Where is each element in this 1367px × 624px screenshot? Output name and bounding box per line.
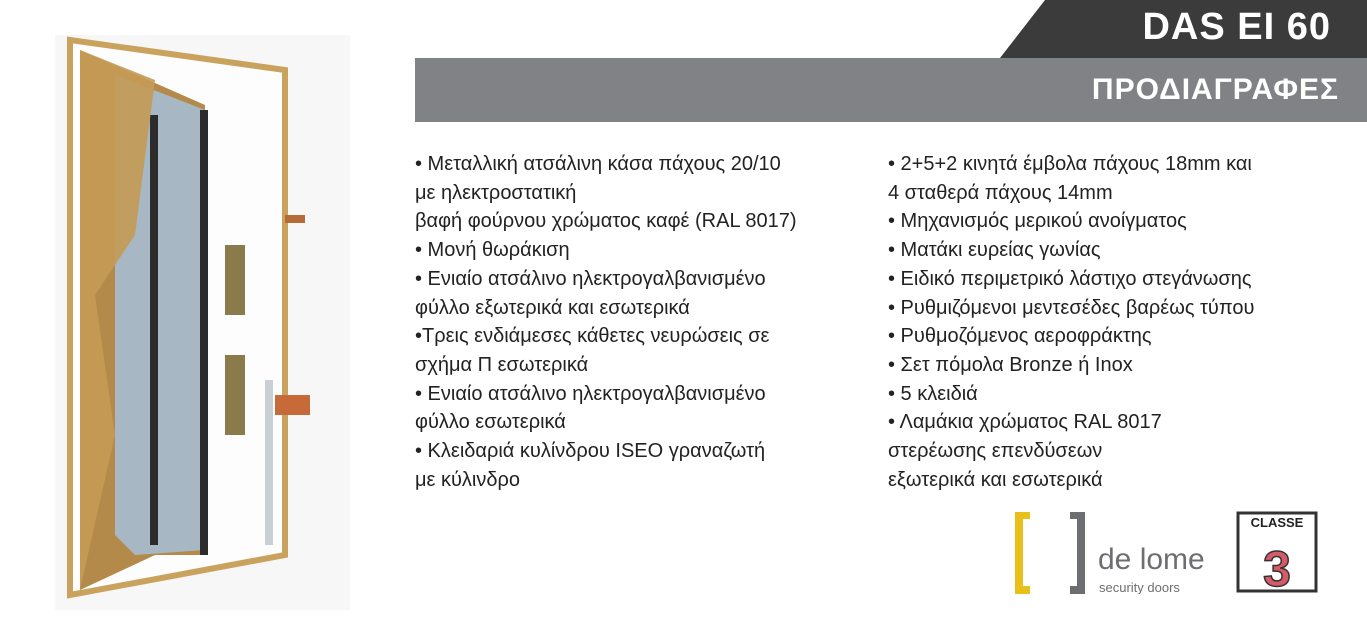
spec-line: με ηλεκτροστατική bbox=[415, 181, 577, 204]
spec-line: • Σετ πόμολα Bronze ή Inox bbox=[888, 353, 1133, 376]
spec-line: •Τρεις ενδιάμεσες κάθετες νευρώσεις σε bbox=[415, 325, 770, 348]
section-heading: ΠΡΟΔΙΑΓΡΑΦΕΣ bbox=[1091, 73, 1339, 106]
spec-line: • Λαμάκια χρώματος RAL 8017 bbox=[888, 411, 1162, 434]
spec-line: με κύλινδρο bbox=[415, 468, 521, 491]
specs-left-column bbox=[415, 150, 797, 494]
spec-line: • Μεταλλική ατσάλινη κάσα πάχους 20/10 bbox=[415, 153, 781, 175]
spec-line: • Ρυθμοζόμενος αεροφράκτης bbox=[888, 325, 1152, 348]
spec-line: στερέωσης επενδύσεων bbox=[888, 440, 1103, 463]
logo-brand: de lome bbox=[1098, 543, 1205, 576]
spec-line: βαφή φούρνου χρώματος καφέ (RAL 8017) bbox=[415, 210, 797, 233]
spec-line: φύλλο εσωτερικά bbox=[415, 411, 566, 434]
spec-line: 4 σταθερά πάχους 14mm bbox=[888, 181, 1113, 204]
product-title: DAS EI 60 bbox=[1142, 6, 1331, 48]
spec-line: φύλλο εξωτερικά και εσωτερικά bbox=[415, 296, 690, 319]
spec-line: • 5 κλειδιά bbox=[888, 382, 978, 405]
classe-3-badge bbox=[1235, 510, 1319, 594]
spec-line: • Κλειδαριά κυλίνδρου ISEO γραναζωτή bbox=[415, 440, 766, 463]
spec-line: • Ματάκι ευρείας γωνίας bbox=[888, 239, 1101, 262]
spec-line: • Ειδικό περιμετρικό λάστιχο στεγάνωσης bbox=[888, 267, 1252, 290]
badge-number: 3 bbox=[1263, 541, 1291, 594]
badge-label: CLASSE bbox=[1250, 515, 1304, 530]
de-lome-logo bbox=[1010, 512, 1230, 594]
spec-line: • Μονή θωράκιση bbox=[415, 239, 570, 262]
spec-line: • 2+5+2 κινητά έμβολα πάχους 18mm και bbox=[888, 153, 1252, 175]
spec-line: • Ενιαίο ατσάλινο ηλεκτρογαλβανισμένο bbox=[415, 382, 766, 405]
specs-right-column bbox=[888, 150, 1254, 494]
specifications-band bbox=[415, 58, 1367, 122]
spec-line: • Ρυθμιζόμενοι μεντεσέδες βαρέως τύπου bbox=[888, 296, 1255, 319]
spec-line: • Ενιαίο ατσάλινο ηλεκτρογαλβανισμένο bbox=[415, 267, 766, 290]
logo-tagline: security doors bbox=[1099, 580, 1180, 594]
spec-line: εξωτερικά και εσωτερικά bbox=[888, 468, 1103, 491]
door-cutaway-image bbox=[55, 35, 350, 610]
spec-line: • Μηχανισμός μερικού ανοίγματος bbox=[888, 210, 1187, 233]
spec-line: σχήμα Π εσωτερικά bbox=[415, 353, 589, 376]
